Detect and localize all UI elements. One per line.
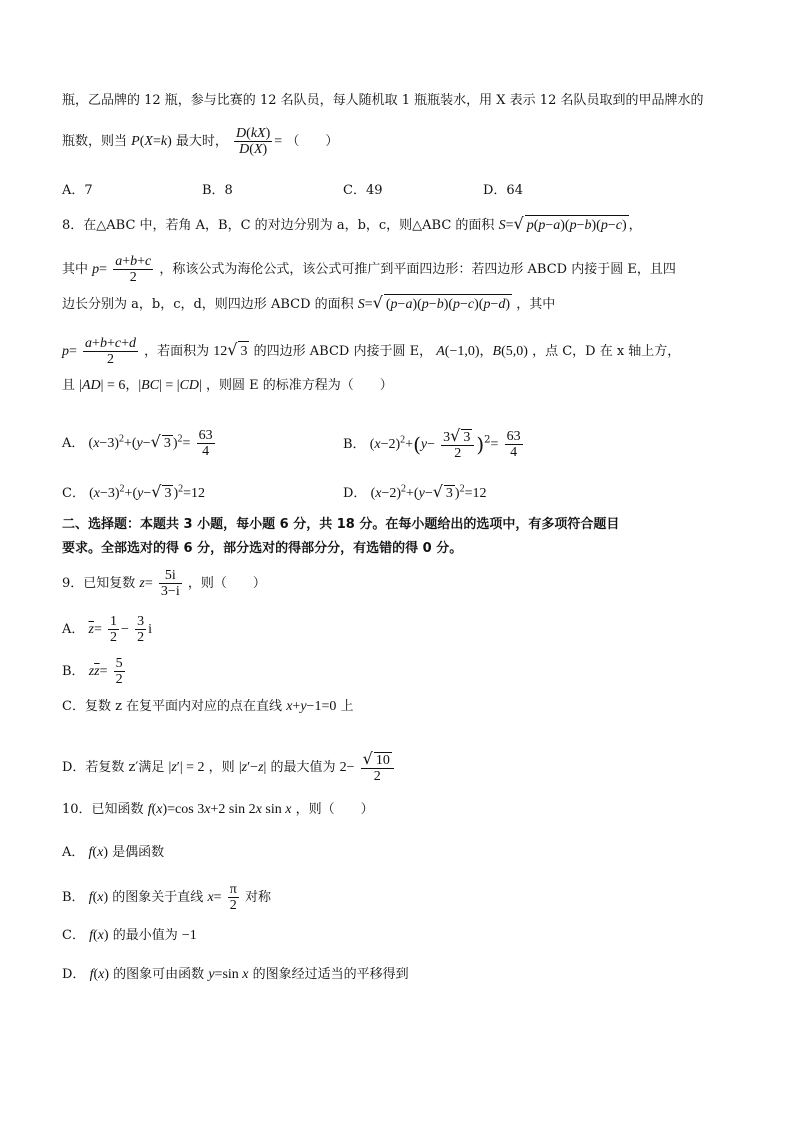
q7-variance-ratio: $\frac{D(kX)}{D(X)}$ <box>236 126 271 157</box>
q8-option-c[interactable]: C． $(x-3)^2+(y-√$ 3 )$^2$=12 <box>62 482 206 501</box>
brahmagupta-formula: (p−a)(p−b)(p−c)(p−d) <box>384 294 512 315</box>
q10-option-b[interactable]: B． f(x) 的图象关于直线 x= $\frac{\pi}{2}$ 对称 <box>62 882 271 913</box>
q7-option-d[interactable]: D．64 <box>483 183 523 198</box>
q9-option-b[interactable]: B． $z\overline{z}=$ $\frac{5}{2}$ <box>62 656 123 687</box>
q7-option-b[interactable]: B．8 <box>202 183 233 198</box>
q8-line3: 边长分别为 a，b，c，d，则四边形 ABCD 的面积 S=√ (p−a)(p−b)(p−c)(p−d) ，其中 <box>62 293 555 315</box>
q10-stem: 10．已知函数 f(x)=cos 3x+2 sin 2x sin x ，则（ ） <box>62 802 374 817</box>
q9-option-d[interactable]: D．若复数 z′满足 |z′| = 2 ，则 |z′−z| 的最大值为 2− $\frac{√ 10}{2}$ <box>62 751 396 784</box>
heron-formula: p(p−a)(p−b)(p−c) <box>525 215 629 236</box>
q9-option-a[interactable]: A． $\overline{z}=$ $\frac{1}{2}$ − $\frac{3}{2}$ i <box>62 614 152 645</box>
q8-option-a[interactable]: A． $(x-3)^2+(y-√$ 3 )$^2$= $\frac{63}{4}$ <box>62 428 213 459</box>
q9-option-c[interactable]: C．复数 z 在复平面内对应的点在直线 x+y−1=0 上 <box>62 699 354 714</box>
q8-line1: 8．在△ABC 中，若角 A，B，C 的对边分别为 a，b，c，则△ABC 的面积 S=√ p(p−a)(p−b)(p−c) ， <box>62 214 642 236</box>
q7-option-c[interactable]: C．49 <box>343 183 383 198</box>
q8-line4: p= $\frac{a+b+c+d}{2}$ ，若面积为 12√ 3 的四边形 ABCD 内接于圆 E， A(−1,0)，B(5,0) ，点 C，D 在 x 轴上方， <box>62 336 681 367</box>
q8-option-d[interactable]: D． $(x-2)^2+(y-√$ 3 )$^2$=12 <box>343 482 487 501</box>
q10-option-c[interactable]: C． f(x) 的最小值为 −1 <box>62 928 197 943</box>
q7-line2: 瓶数，则当 P(X=k) 最大时， $\frac{D(kX)}{D(X)}$ = （ ） <box>62 126 339 157</box>
q7-prob-expr: P <box>131 134 140 149</box>
q10-option-a[interactable]: A． f(x) 是偶函数 <box>62 845 165 860</box>
section2-heading-line1: 二、选择题：本题共 3 小题，每小题 6 分，共 18 分。在每小题给出的选项中，有多项符合题目 <box>62 517 620 532</box>
q8-line2: 其中 p= $\frac{a+b+c}{2}$ ，称该公式为海伦公式，该公式可推广到平面四边形：若四边形 ABCD 内接于圆 E，且四 <box>62 254 676 285</box>
q10-option-d[interactable]: D． f(x) 的图象可由函数 y=sin x 的图象经过适当的平移得到 <box>62 967 409 982</box>
q8-option-b[interactable]: B． $(x-2)^2+(y-$ $\frac{3√ 3}{2}$ )$^2$= $\frac{63}{4}$ <box>343 426 521 461</box>
semi-perimeter-triangle: $\frac{a+b+c}{2}$ <box>115 254 152 285</box>
q9-stem: 9．已知复数 z= $\frac{5i}{3-i}$ ，则（ ） <box>62 568 266 599</box>
semi-perimeter-quad: $\frac{a+b+c+d}{2}$ <box>85 336 136 367</box>
section2-heading-line2: 要求。全部选对的得 6 分，部分选对的得部分分，有选错的得 0 分。 <box>62 541 463 556</box>
q8-line5: 且 |AD| = 6，|BC| = |CD| ，则圆 E 的标准方程为（ ） <box>62 378 393 393</box>
q7-option-a[interactable]: A．7 <box>62 183 93 198</box>
q7-line1: 瓶，乙品牌的 12 瓶，参与比赛的 12 名队员，每人随机取 1 瓶瓶装水，用 X 表示 12 名队员取到的甲品牌水的 <box>62 93 704 108</box>
